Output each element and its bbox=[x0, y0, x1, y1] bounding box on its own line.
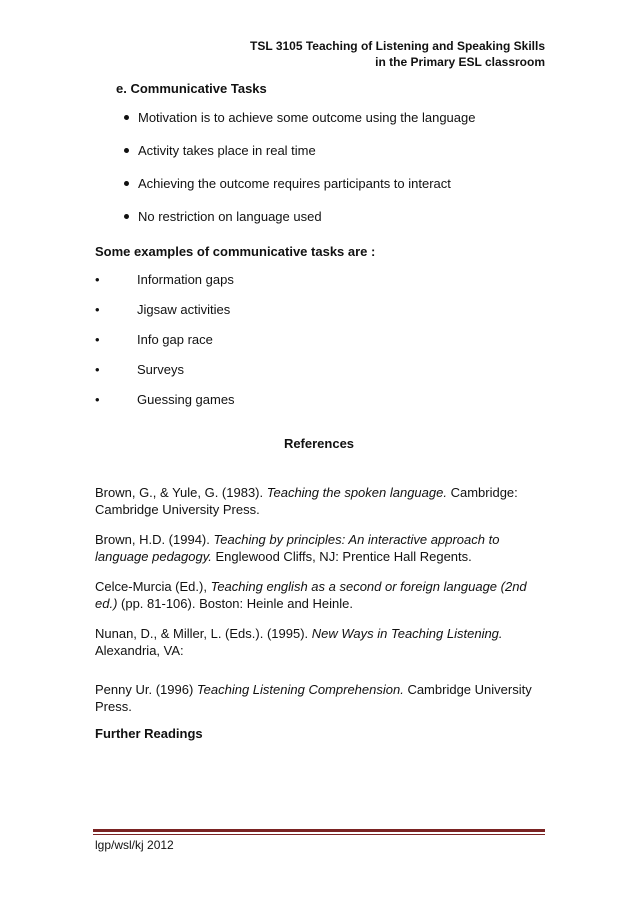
references-heading: References bbox=[283, 436, 355, 451]
reference-authors: Celce-Murcia (Ed.), bbox=[95, 579, 211, 594]
page-footer: lgp/wsl/kj 2012 bbox=[95, 838, 174, 852]
bullet-icon: • bbox=[95, 362, 100, 377]
reference-title: Teaching the spoken language. bbox=[266, 485, 447, 500]
reference-authors: Brown, G., & Yule, G. (1983). bbox=[95, 485, 267, 500]
examples-heading: Some examples of communicative tasks are : bbox=[95, 244, 376, 259]
reference-entry bbox=[95, 681, 545, 715]
list-item bbox=[120, 209, 475, 242]
reference-publisher: Englewood Cliffs, NJ: Prentice Hall Regents. bbox=[211, 549, 472, 564]
bullet-icon: • bbox=[95, 272, 100, 287]
reference-title: Teaching by principles: An interactive approach to language pedagogy. bbox=[95, 532, 500, 564]
list-item bbox=[120, 110, 475, 143]
bullet-dot-icon bbox=[124, 181, 129, 186]
reference-publisher: (pp. 81-106). Boston: Heinle and Heinle. bbox=[117, 596, 353, 611]
reference-publisher: Cambridge: Cambridge University Press. bbox=[95, 485, 518, 517]
list-item-text: Activity takes place in real time bbox=[138, 143, 316, 158]
list-item-text: Guessing games bbox=[137, 392, 235, 407]
reference-authors: Brown, H.D. (1994). bbox=[95, 532, 214, 547]
further-readings-heading: Further Readings bbox=[95, 726, 203, 741]
list-item-text: Jigsaw activities bbox=[137, 302, 231, 317]
reference-publisher: Cambridge University Press. bbox=[95, 682, 532, 714]
reference-entry bbox=[95, 578, 545, 612]
reference-entry bbox=[95, 625, 545, 659]
footer-divider bbox=[93, 829, 545, 832]
list-item bbox=[120, 176, 475, 209]
bullet-icon: • bbox=[95, 332, 100, 347]
list-item-text: Motivation is to achieve some outcome using the language bbox=[138, 110, 476, 125]
section-heading: e. Communicative Tasks bbox=[116, 81, 267, 96]
bullet-icon: • bbox=[95, 302, 100, 317]
reference-authors: Penny Ur. (1996) bbox=[95, 682, 197, 697]
reference-entry bbox=[95, 531, 545, 565]
list-item-text: Achieving the outcome requires participants to interact bbox=[138, 176, 451, 191]
list-item-text: Surveys bbox=[137, 362, 184, 377]
list-item-text: Information gaps bbox=[137, 272, 234, 287]
reference-title: Teaching english as a second or foreign language (2nd ed.) bbox=[95, 579, 527, 611]
reference-authors: Nunan, D., & Miller, L. (Eds.). (1995). bbox=[95, 626, 312, 641]
reference-entry bbox=[95, 484, 545, 518]
header-course-title: TSL 3105 Teaching of Listening and Speaking Skills bbox=[250, 39, 545, 53]
list-item-text: Info gap race bbox=[137, 332, 213, 347]
reference-publisher: Alexandria, VA: bbox=[95, 643, 184, 658]
list-item bbox=[120, 143, 475, 176]
reference-title: Teaching Listening Comprehension. bbox=[196, 682, 404, 697]
header-course-subtitle: in the Primary ESL classroom bbox=[375, 55, 545, 69]
bullet-dot-icon bbox=[124, 214, 129, 219]
footer-divider-thin bbox=[93, 834, 545, 835]
bullet-dot-icon bbox=[124, 115, 129, 120]
bullet-icon: • bbox=[95, 392, 100, 407]
communicative-task-list bbox=[120, 110, 475, 242]
reference-title: New Ways in Teaching Listening. bbox=[311, 626, 503, 641]
bullet-dot-icon bbox=[124, 148, 129, 153]
list-item-text: No restriction on language used bbox=[138, 209, 322, 224]
page-header bbox=[250, 38, 545, 70]
references-list bbox=[95, 484, 545, 728]
